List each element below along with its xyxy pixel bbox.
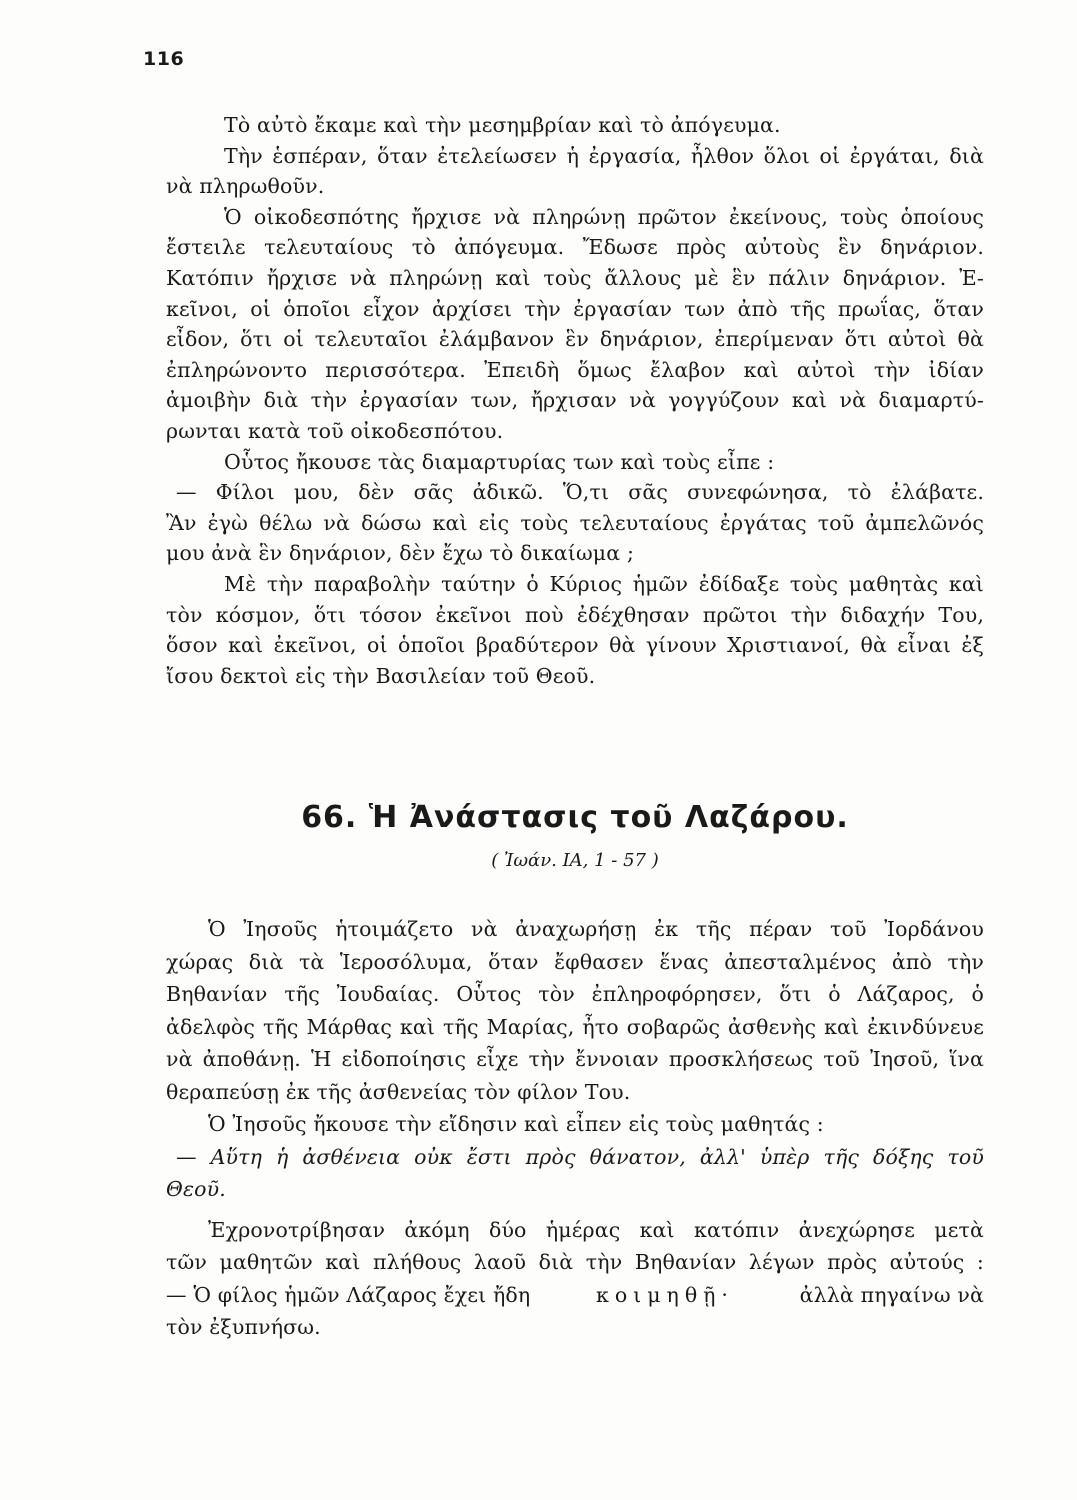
text-line: ὅσον καὶ ἐκεῖνοι, οἱ ὁποῖοι βραδύτερον θὰ γίνουν Χριστιανοί, θὰ εἶναι ἐξ <box>166 633 984 658</box>
spaced-word: κοιμηθῇ· <box>596 1282 734 1307</box>
text-line: τὸν ἐξυπνήσω. <box>166 1315 321 1339</box>
text-line: Θεοῦ. <box>166 1177 226 1201</box>
text-line: ἴσου δεκτοὶ εἰς τὴν Βασιλείαν τοῦ Θεοῦ. <box>166 663 596 688</box>
text-line: — Αὕτη ἡ ἀσθένεια οὐκ ἔστι πρὸς θάνατον, ἀλλ' ὑπὲρ τῆς δόξης τοῦ <box>176 1144 984 1169</box>
text-line: Ἐχρονοτρίβησαν ἀκόμη δύο ἡμέρας καὶ κατόπιν ἀνεχώρησε μετὰ <box>208 1217 984 1242</box>
text-line: ἐπληρώνοντο περισσότερα. Ἐπειδὴ ὅμως ἔλαβον καὶ αὐτοὶ τὴν ἰδίαν <box>166 357 984 382</box>
text-line: Τὴν ἑσπέραν, ὅταν ἐτελείωσεν ἡ ἐργασία, ἦλθον ὅλοι οἱ ἐργάται, διὰ <box>224 143 984 168</box>
lazarus-text <box>166 913 984 1344</box>
text-line: χώρας διὰ τὰ Ἱεροσόλυμα, ὅταν ἔφθασεν ἕνας ἀπεσταλμένος ἀπὸ τὴν <box>166 949 984 974</box>
text-line: Ὁ Ἰησοῦς ἡτοιμάζετο νὰ ἀναχωρήσῃ ἐκ τῆς πέραν τοῦ Ἰορδάνου <box>208 917 984 941</box>
text-line: Τὸ αὐτὸ ἔκαμε καὶ τὴν μεσημβρίαν καὶ τὸ ἀπόγευμα. <box>224 113 781 137</box>
page-number: 116 <box>143 48 185 70</box>
section-heading: 66. Ἡ Ἀνάστασις τοῦ Λαζάρου. <box>301 800 849 835</box>
scripture-reference: ( Ἰωάν. ΙΑ, 1 - 57 ) <box>491 850 659 871</box>
text-line: Μὲ τὴν παραβολὴν ταύτην ὁ Κύριος ἡμῶν ἐδίδαξε τοὺς μαθητὰς καὶ <box>224 571 984 596</box>
text-line: Ὁ Ἰησοῦς ἤκουσε τὴν εἴδησιν καὶ εἶπεν εἰς τοὺς μαθητάς : <box>208 1112 824 1136</box>
text-line: Οὗτος ἤκουσε τὰς διαμαρτυρίας των καὶ τοὺς εἶπε : <box>224 449 775 474</box>
text-line: ἔστειλε τελευταίους τὸ ἀπόγευμα. Ἔδωσε πρὸς αὐτοὺς ἓν δηνάριον. <box>166 235 984 260</box>
text-line: τῶν μαθητῶν καὶ πλήθους λαοῦ διὰ τὴν Βηθανίαν λέγων πρὸς αὐτούς : <box>166 1250 984 1274</box>
text-line: μου ἀνὰ ἓν δηνάριον, δὲν ἔχω τὸ δικαίωμα ; <box>166 541 635 566</box>
parable-text <box>166 110 984 691</box>
text-fragment: ἀλλὰ πηγαίνω νὰ <box>799 1282 984 1307</box>
text-line: θεραπεύσῃ ἐκ τῆς ἀσθενείας τὸν φίλον Του. <box>166 1079 631 1104</box>
text-line: — Φίλοι μου, δὲν σᾶς ἀδικῶ. Ὅ,τι σᾶς συνεφώνησα, τὸ ἐλάβατε. <box>176 480 984 505</box>
text-line: εἶδον, ὅτι οἱ τελευταῖοι ἐλάμβανον ἓν δηνάριον, ἐπερίμεναν ὅτι αὐτοὶ θὰ <box>166 327 984 352</box>
text-line: Ὁ οἰκοδεσπότης ἤρχισε νὰ πληρώνῃ πρῶτον ἐκείνους, τοὺς ὁποίους <box>224 204 984 229</box>
text-line: τὸν κόσμον, ὅτι τόσον ἐκεῖνοι ποὺ ἐδέχθησαν πρῶτοι τὴν διδαχήν Του, <box>166 602 984 627</box>
text-line <box>166 1279 984 1312</box>
text-line: ρωνται κατὰ τοῦ οἰκοδεσπότου. <box>166 418 504 443</box>
text-line: Ἂν ἐγὼ θέλω νὰ δώσω καὶ εἰς τοὺς τελευταίους ἐργάτας τοῦ ἀμπελῶνός <box>166 510 984 535</box>
text-line: νὰ πληρωθοῦν. <box>166 174 325 199</box>
text-line: ἀδελφὸς τῆς Μάρθας καὶ τῆς Μαρίας, ἦτο σοβαρῶς ἀσθενὴς καὶ ἐκινδύνευε <box>166 1014 984 1039</box>
text-line: Κατόπιν ἤρχισε νὰ πληρώνῃ καὶ τοὺς ἄλλους μὲ ἓν πάλιν δηνάριον. Ἐ- <box>166 265 984 290</box>
text-line: νὰ ἀποθάνῃ. Ἡ εἰδοποίησις εἶχε τὴν ἔννοιαν προσκλήσεως τοῦ Ἰησοῦ, ἵνα <box>166 1047 984 1071</box>
text-line: κεῖνοι, οἱ ὁποῖοι εἶχον ἀρχίσει τὴν ἐργασίαν των ἀπὸ τῆς πρωΐας, ὅταν <box>166 296 984 321</box>
text-line: ἀμοιβὴν διὰ τὴν ἐργασίαν των, ἤρχισαν νὰ γογγύζουν καὶ νὰ διαμαρτύ- <box>166 388 984 413</box>
text-fragment: — Ὁ φίλος ἡμῶν Λάζαρος ἔχει ἤδη <box>166 1282 531 1307</box>
text-line: Βηθανίαν τῆς Ἰουδαίας. Οὗτος τὸν ἐπληροφόρησεν, ὅτι ὁ Λάζαρος, ὁ <box>166 982 984 1006</box>
